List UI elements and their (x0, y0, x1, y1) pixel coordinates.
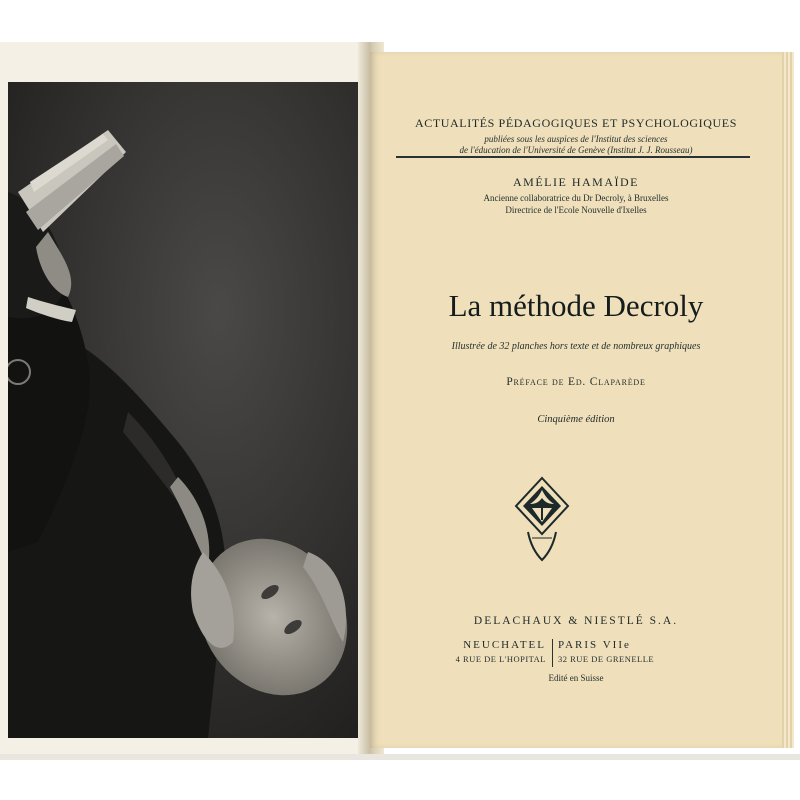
open-book (0, 40, 800, 758)
page-edges (782, 52, 794, 748)
location-paris (558, 638, 688, 666)
book-subtitle: Illustrée de 32 planches hors texte et de nombreux graphiques (451, 341, 701, 352)
header-rule (396, 156, 750, 158)
preface-credit: Préface de Ed. Claparède (506, 376, 646, 388)
author-role-2: Directrice de l'Ecole Nouvelle d'Ixelles (505, 205, 647, 215)
portrait-illustration (8, 82, 360, 738)
bottom-shadow (0, 754, 800, 760)
street-left: 4 RUE DE L'HOPITAL (455, 654, 546, 664)
book-title: La méthode Decroly (448, 288, 704, 323)
street-right: 32 RUE DE GRENELLE (558, 654, 655, 664)
author-role-1: Ancienne collaboratrice du Dr Decroly, à Bruxelles (483, 193, 669, 203)
series-subtitle-line-1: publiées sous les auspices de l'Institut des sciences (484, 134, 668, 144)
city-right: PARIS VIIe (558, 639, 631, 651)
city-left: NEUCHATEL (463, 639, 546, 651)
portrait-photo (8, 82, 360, 738)
publisher-name: DELACHAUX & NIESTLÉ S.A. (473, 615, 679, 627)
title-page (370, 52, 782, 748)
series-subtitle-line-2: de l'éducation de l'Université de Genève (Institut J. J. Rousseau) (459, 145, 693, 155)
author-name: AMÉLIE HAMAÏDE (513, 175, 639, 189)
location-neuchatel (426, 638, 546, 666)
publisher-emblem-icon (512, 476, 572, 564)
publisher-locations (426, 638, 726, 670)
printed-in-label: Edité en Suisse (548, 673, 604, 683)
series-title: ACTUALITÉS PÉDAGOGIQUES ET PSYCHOLOGIQUES (414, 116, 738, 130)
edition-label: Cinquième édition (537, 414, 615, 425)
location-divider (552, 639, 553, 667)
